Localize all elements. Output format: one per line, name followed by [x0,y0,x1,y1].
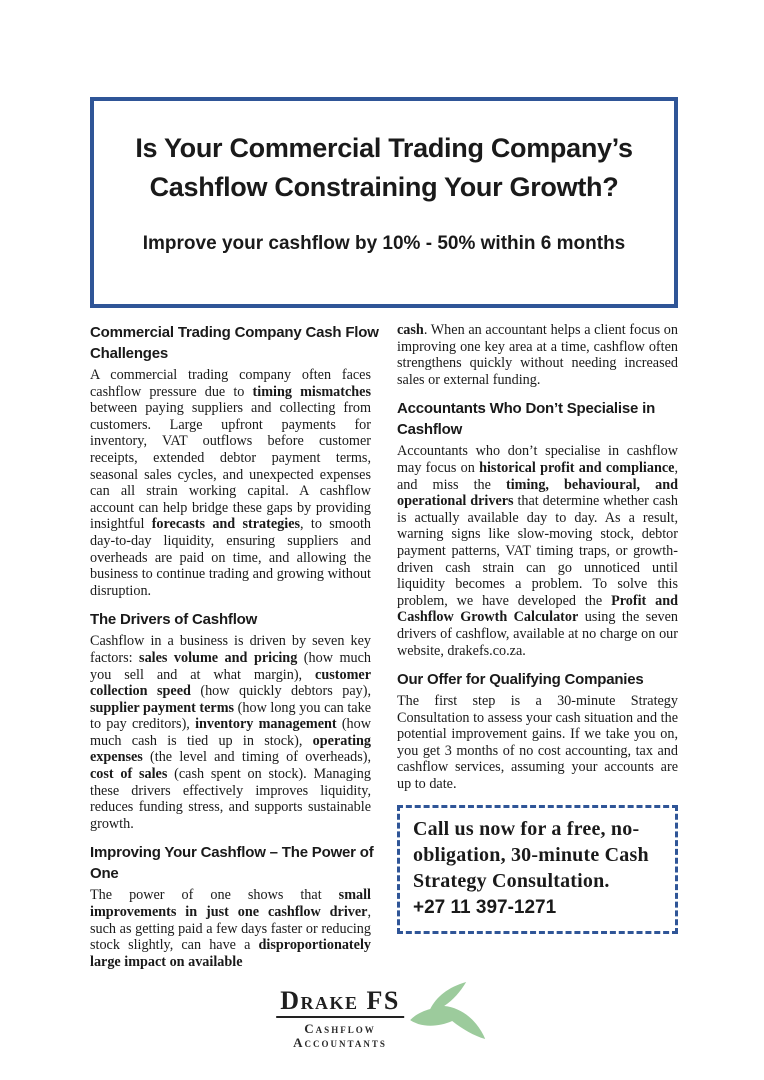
call-text-line: Strategy Consultation. [413,869,610,892]
header-banner-box [90,97,678,308]
body-paragraph: A commercial trading company often faces cashflow pressure due to timing mismatches between paying suppliers and collecting from customers. Large upfront payments for inventory, VAT outflows before customer receipts, extended debtor payment terms, seasonal sales cycles, and unexpected expenses can all strain working capital. A cashflow account can help bridge these gaps by providing insightful forecasts and strategies, to smooth day-to-day liquidity, ensuring suppliers and overheads are paid on time, and allowing the business to continue trading and growing without disruption. [90,367,372,599]
brand-tagline-line-1: Cashflow [304,1021,376,1036]
page-title [94,129,674,207]
page-subtitle: Improve your cashflow by 10% - 50% within 6 months [142,233,626,254]
flying-goose-icon [408,980,488,1044]
brand-name: Drake FS [276,988,404,1018]
body-paragraph: The power of one shows that small improvements in just one cashflow driver, such as getting paid a few days faster or reducing stock slightly, can have a disproportionately large impact on available [90,887,371,970]
call-to-action-box [397,805,678,934]
page-title-line-1: Is Your Commercial Trading Company’s [135,133,633,163]
body-paragraph: The first step is a 30-minute Strategy Consultation to assess your cash situation and the potential improvement gains. If we take you on, you get 3 months of no cost accounting, tax and cashflow services, assuming your accounts are up to date. [397,693,678,793]
section-heading: Commercial Trading Company Cash Flow Challenges [90,324,379,362]
brand-tagline-line-2: Accountants [293,1035,387,1050]
right-column-sections [397,322,678,793]
call-text-line: obligation, 30-minute Cash [413,843,649,866]
section-heading: The Drivers of Cashflow [90,611,258,629]
body-columns [90,322,678,970]
footer-logo [276,988,488,1050]
body-paragraph: cash. When an accountant helps a client focus on improving one key area at a time, cashflow often strengthens quickly without needing increased sales or external funding. [397,322,678,388]
section-heading: Accountants Who Don’t Specialise in Cashflow [397,400,656,439]
page-title-line-2: Cashflow Constraining Your Growth? [149,172,619,202]
section-heading: Improving Your Cashflow – The Power of One [90,844,374,883]
section-heading: Our Offer for Qualifying Companies [397,671,644,689]
left-column [90,322,379,970]
call-text-line: Call us now for a free, no- [413,817,640,840]
body-paragraph: Accountants who don’t specialise in cashflow may focus on historical profit and compliance, and miss the timing, behavioural, and operational drivers that determine whether cash is actually available day to day. As a result, warning signs like slow-moving stock, debtor payment patterns, VAT timing traps, or growth-driven cash strain can go unnoticed until liquidity becomes a problem. To solve this problem, we have developed the Profit and Cashflow Growth Calculator using the seven drivers of cashflow, available at no charge on our website, drakefs.co.za. [397,443,679,659]
right-column [397,322,678,970]
phone-number: +27 11 397-1271 [413,896,557,918]
logo-text-block [276,988,404,1050]
body-paragraph: Cashflow in a business is driven by seven key factors: sales volume and pricing (how much you sell and at what margin), customer collection speed (how quickly debtors pay), supplier payment terms (how long you can take to pay creditors), inventory management (how much cash is tied up in stock), operating expenses (the level and timing of overheads), cost of sales (cash spent on stock). Managing these drivers effectively improves liquidity, reduces funding stress, and supports sustainable growth. [90,633,371,832]
